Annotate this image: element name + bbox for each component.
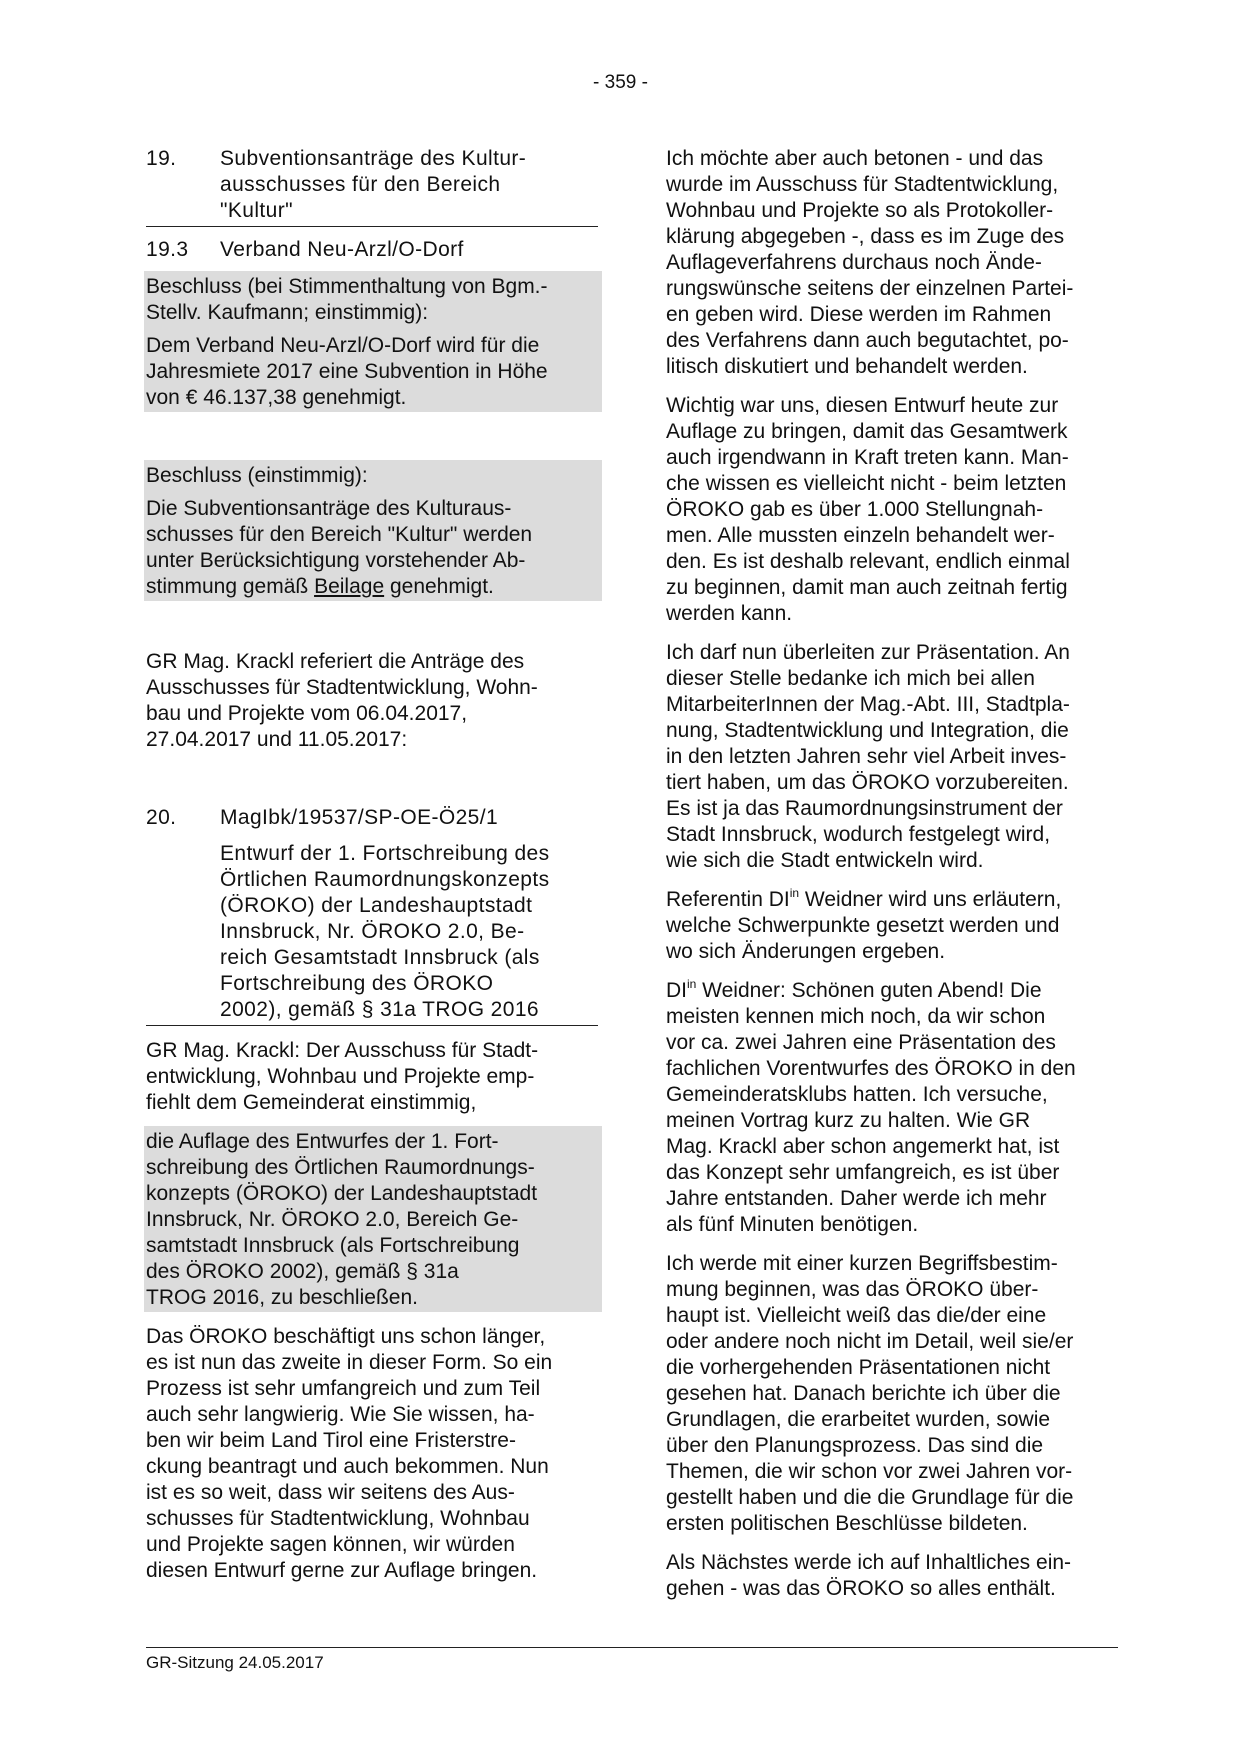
item-19-3-number: 19.3 [146,238,189,261]
resolution-block-1 [144,271,602,412]
right-paragraph-3: Ich darf nun überleiten zur Präsentation. An dieser Stelle bedanke ich mich bei allen MitarbeiterInnen der Mag.-Abt. III, Stadtpla- nung, Stadtentwicklung und Integration, die in den letzten Jahren sehr viel Arbeit inves- tiert haben, um das ÖROKO vorzubereiten. Es ist ja das Raumordnungsinstrument der Stadt Innsbruck, wodurch festgelegt wird, wie sich die Stadt entwickeln wird. [666,641,1070,872]
p5-superscript: in [687,977,697,991]
resolution-2-body [146,496,598,600]
footer-text: GR-Sitzung 24.05.2017 [146,1653,324,1672]
p4-start: Referentin DI [666,888,790,911]
resolution-2-body-text: Die Subventionsanträge des Kulturaus- schusses für den Bereich "Kultur" werden unter Berücksichtigung vorstehender Ab- stimmung gemäß [146,497,533,598]
item-19-heading [146,146,598,227]
right-paragraph-7: Als Nächstes werde ich auf Inhaltliches ein- gehen - was das ÖROKO so alles enthält. [666,1551,1072,1600]
item-19-3-title: Verband Neu-Arzl/O-Dorf [220,238,464,261]
motion-text: die Auflage des Entwurfes der 1. Fort- schreibung des Örtlichen Raumordnungs- konzepts (ÖROKO) der Landeshauptstadt Innsbruck, Nr. ÖROKO 2.0, Bereich Ge- samtstadt Innsbruck (als Fortschreibung des ÖROKO 2002), gemäß § 31a TROG 2016, zu beschließen. [146,1130,538,1309]
resolution-2-head: Beschluss (einstimmig): [146,464,368,487]
right-paragraph-5 [666,978,1116,1238]
item-20-title: Entwurf der 1. Fortschreibung des Örtlichen Raumordnungskonzepts (ÖROKO) der Landeshauptstadt Innsbruck, Nr. ÖROKO 2.0, Be- reich Gesamtstadt Innsbruck (als Fortschreibung des ÖROKO 2002), gemäß § 31a TROG 2016 [220,842,550,1021]
right-paragraph-6: Ich werde mit einer kurzen Begriffsbestim- mung beginnen, was das ÖROKO über- haupt ist. Vielleicht weiß das die/der eine oder andere noch nicht im Detail, weil sie/er die vorhergehenden Präsentationen nicht gesehen hat. Danach berichte ich über die Grundlagen, die erarbeitet wurden, sowie über den Planungsprozess. Das sind die Themen, die wir schon vor zwei Jahren vor- gestellt haben und die die Grundlage für die ersten politischen Beschlüsse bildeten. [666,1252,1074,1535]
motion-block [144,1126,602,1312]
item-20-number: 20. [146,806,177,829]
p4-superscript: in [789,886,800,900]
right-paragraph-4 [666,887,1116,965]
p5-start: DI [666,979,687,1002]
item-19-3-heading [146,237,598,263]
page-number: - 359 - [593,72,648,93]
item-20-heading [146,805,598,1026]
beilage-link[interactable]: Beilage [314,575,385,598]
footer-divider [146,1647,1118,1648]
item-19-title: Subventionsanträge des Kultur- ausschusses für den Bereich "Kultur" [220,147,527,222]
right-column [666,146,1116,1602]
speech-paragraph: Das ÖROKO beschäftigt uns schon länger, es ist nun das zweite in dieser Form. So ein Prozess ist sehr umfangreich und zum Teil auch sehr langwierig. Wie Sie wissen, ha- ben wir beim Land Tirol eine Fristerstre- ckung beantragt und auch bekommen. Nun ist es so weit, dass wir seitens des Aus- schusses für Stadtentwicklung, Wohnbau und Projekte sagen können, wir würden diesen Entwurf gerne zur Auflage bringen. [146,1325,553,1582]
recommendation-paragraph: GR Mag. Krackl: Der Ausschuss für Stadt- entwicklung, Wohnbau und Projekte emp- fiehlt dem Gemeinderat einstimmig, [146,1039,539,1114]
resolution-block-2 [144,460,602,601]
p4-rest: Weidner wird uns erläutern, welche Schwerpunkte gesetzt werden und wo sich Änderungen ergeben. [666,888,1062,963]
right-paragraph-2: Wichtig war uns, diesen Entwurf heute zur Auflage zu bringen, damit das Gesamtwerk auch irgendwann in Kraft treten kann. Man- che wissen es vielleicht nicht - beim letzten ÖROKO gab es über 1.000 Stellungnah- men. Alle mussten einzeln behandelt wer- den. Es ist deshalb relevant, endlich einmal zu beginnen, damit man auch zeitnah fertig werden kann. [666,394,1070,625]
resolution-1-body: Dem Verband Neu-Arzl/O-Dorf wird für die Jahresmiete 2017 eine Subvention in Höhe von € 46.137,38 genehmigt. [146,334,548,409]
item-20-reference: MagIbk/19537/SP-OE-Ö25/1 [220,806,499,829]
right-paragraph-1: Ich möchte aber auch betonen - und das wurde im Ausschuss für Stadtentwicklung, Wohnbau und Projekte so als Protokoller- klärung abgegeben -, dass es im Zuge des Auflageverfahrens durchaus noch Ände- rungswünsche seitens der einzelnen Partei- en geben wird. Diese werden im Rahmen des Verfahrens dann auch begutachtet, po- litisch diskutiert und behandelt werden. [666,147,1074,378]
p5-rest: Weidner: Schönen guten Abend! Die meisten kennen mich noch, da wir schon vor ca. zwei Jahren eine Präsentation des fachlichen Vorentwurfes des ÖROKO in den Gemeinderatsklubs hatten. Ich versuche, meinen Vortrag kurz zu halten. Wie GR Mag. Krackl aber schon angemerkt hat, ist das Konzept sehr umfangreich, es ist über Jahre entstanden. Daher werde ich mehr als fünf Minuten benötigen. [666,979,1076,1236]
resolution-2-body-end: genehmigt. [384,575,494,598]
left-column [146,146,598,1584]
resolution-1-head: Beschluss (bei Stimmenthaltung von Bgm.- Stellv. Kaufmann; einstimmig): [146,275,548,324]
item-19-number: 19. [146,147,177,170]
intro-paragraph: GR Mag. Krackl referiert die Anträge des Ausschusses für Stadtentwicklung, Wohn- bau und Projekte vom 06.04.2017, 27.04.2017 und 11.05.2017: [146,650,538,751]
